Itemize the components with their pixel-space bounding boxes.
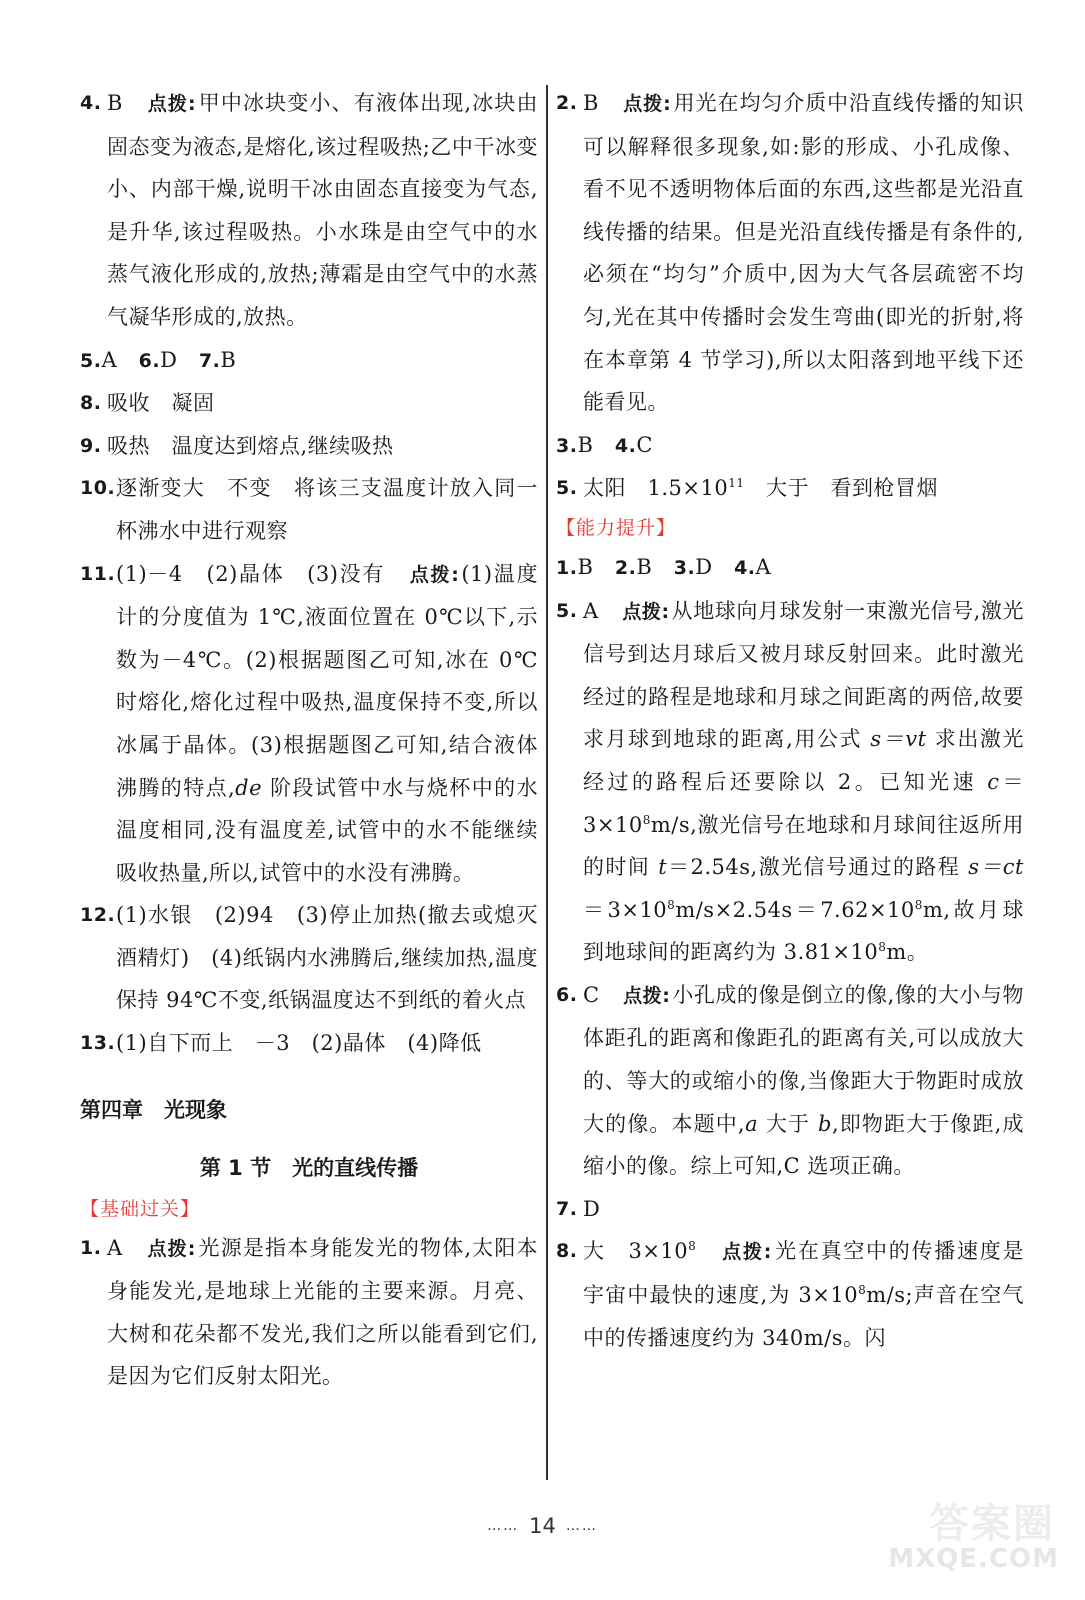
- hint-text: m/s×2.54s＝7.62×10: [675, 897, 915, 922]
- answer-number: 3.: [673, 556, 696, 579]
- exponent: 8: [878, 940, 887, 955]
- answer-number: 6.: [138, 349, 161, 372]
- answers-5-7: [80, 339, 538, 383]
- answer-text: 吸热 温度达到熔点,继续吸热: [107, 433, 394, 458]
- answer-12: [80, 894, 538, 1022]
- answer-number: 5.: [556, 477, 578, 500]
- hint-text: 小孔成的像是倒立的像,像的大小与物体距孔的距离和像距孔的距离有关,可以成放大的、等大的或缩小的像,当像距大于物距时成放大的像。本题中,: [583, 982, 1024, 1136]
- hint-text: 甲中冰块变小、有液体出现,冰块由固态变为液态,是熔化,该过程吸热;乙中干冰变小、内部干燥,说明干冰由固态直接变为气态,是升华,该过程吸热。小水珠是由空气中的水蒸气液化形成的,放热;薄霜是由空气中的水蒸气凝华形成的,放热。: [107, 91, 538, 329]
- answer-number: 8.: [80, 392, 102, 415]
- answer-text: (1)自下而上 －3 (2)晶体 (4)降低: [116, 1031, 482, 1056]
- answer-number: 4.: [734, 556, 756, 579]
- column-divider: [546, 85, 548, 1480]
- hint-text: ＝3×10: [583, 769, 1025, 837]
- basic-answers-3-4: [556, 424, 1024, 468]
- answer-number: 11.: [80, 562, 116, 585]
- answer-4: [80, 82, 538, 339]
- answer-choice: B: [220, 347, 237, 372]
- answer-number: 5.: [80, 349, 102, 372]
- answer-9: [80, 425, 538, 468]
- hint-text: ＝3×10: [583, 897, 668, 922]
- math-variable: c: [987, 769, 1000, 794]
- answer-choice: A: [755, 554, 772, 579]
- answer-choice: C: [583, 982, 600, 1007]
- hint-label: 点拨:: [147, 1237, 196, 1260]
- hint-label: 点拨:: [623, 93, 672, 115]
- formula: s＝vt: [870, 727, 927, 752]
- answer-choice: D: [160, 347, 178, 372]
- advanced-answers-1-4: [556, 546, 1024, 590]
- answer-text: 太阳 1.5×10: [583, 476, 729, 501]
- answer-number: 5.: [556, 599, 578, 622]
- answer-number: 7.: [556, 1197, 578, 1220]
- math-variable: b: [818, 1111, 832, 1136]
- answer-13: [80, 1022, 538, 1065]
- answer-number: 1.: [556, 556, 578, 579]
- answer-number: 2.: [614, 556, 637, 579]
- hint-text: 从地球向月球发射一束激光信号,激光信号到达月球后又被月球反射回来。此时激光经过的路程是地球和月球之间距离的两倍,故要求月球到地球的距离,用公式: [583, 598, 1024, 752]
- footer-dots: ……: [565, 1518, 598, 1534]
- right-column: [556, 82, 1024, 1359]
- answer-choice: D: [583, 1196, 601, 1221]
- hint-text: ,即物距大于像距,成缩小的像。综上可知,C 选项正确。: [583, 1111, 1024, 1179]
- exponent: 8: [688, 1239, 697, 1254]
- watermark-url: MXQE.COM: [888, 1544, 1059, 1574]
- hint-text: (1)温度计的分度值为 1℃,液面位置在 0℃以下,示数为－4℃。(2)根据题图乙可知,冰在 0℃时熔化,熔化过程中吸热,温度保持不变,所以冰属于晶体。(3)根据题图乙可知,结合液体沸腾的特点,: [116, 561, 539, 800]
- answer-choice: B: [107, 91, 123, 115]
- basic-answer-5: [556, 467, 1024, 510]
- watermark-logo: 答案圈: [929, 1501, 1055, 1547]
- answer-11: [80, 553, 538, 895]
- answer-text: 逐渐变大 不变 将该三支温度计放入同一杯沸水中进行观察: [116, 476, 538, 543]
- exponent: 8: [914, 897, 923, 912]
- advanced-answer-6: [556, 974, 1024, 1188]
- answer-number: 6.: [556, 983, 578, 1006]
- math-variable: a: [745, 1111, 759, 1136]
- answer-text: (1)－4 (2)晶体 (3)没有: [116, 561, 386, 586]
- footer-dots: ……: [487, 1518, 520, 1534]
- math-variable: t: [658, 855, 668, 880]
- answer-choice: B: [577, 432, 594, 457]
- hint-text: 阶段试管中水与烧杯中的水温度相同,没有温度差,试管中的水不能继续吸收热量,所以,试管中的水没有沸腾。: [116, 775, 538, 885]
- answer-number: 4.: [80, 92, 102, 114]
- answer-text: 大 3×10: [583, 1239, 689, 1264]
- hint-text: 光源是指本身能发光的物体,太阳本身能发光,是地球上光能的主要来源。月亮、大树和花朵都不发光,我们之所以能看到它们,是因为它们反射太阳光。: [107, 1235, 538, 1389]
- answer-choice: C: [636, 432, 653, 457]
- formula: s＝ct: [968, 855, 1024, 880]
- answer-choice: A: [101, 347, 118, 372]
- answer-text: 吸收 凝固: [107, 391, 215, 416]
- exponent: 8: [858, 1283, 867, 1298]
- left-column: [80, 82, 538, 1398]
- hint-text: 光在真空中的传播速度是宇宙中最快的速度,为 3×10: [583, 1239, 1024, 1308]
- chapter-title: 第四章 光现象: [80, 1097, 227, 1122]
- section-tag-basic: 【基础过关】: [80, 1197, 201, 1220]
- advanced-answer-8: [556, 1230, 1024, 1359]
- hint-text: 求出激光经过的路程后还要除以 2。已知光速: [583, 727, 1024, 794]
- answer-number: 12.: [80, 904, 116, 927]
- answer-text: (1)水银 (2)94 (3)停止加热(撤去或熄灭酒精灯) (4)纸锅内水沸腾后,继续加热,温度保持 94℃不变,纸锅温度达不到纸的着火点: [116, 903, 538, 1013]
- answer-choice: D: [695, 554, 713, 579]
- exponent: 8: [667, 897, 676, 912]
- hint-text: m。: [886, 940, 929, 965]
- hint-text: m/s,激光信号在地球和月球间往返所用的时间: [583, 812, 1024, 880]
- answer-choice: A: [583, 598, 599, 623]
- exponent: 8: [642, 812, 651, 827]
- hint-label: 点拨:: [722, 1241, 772, 1264]
- hint-text: ＝2.54s,激光信号通过的路程: [667, 855, 969, 880]
- section-title: 第 1 节 光的直线传播: [199, 1155, 419, 1180]
- answer-number: 4.: [614, 434, 637, 457]
- hint-text: 用光在均匀介质中沿直线传播的知识可以解释很多现象,如:影的形成、小孔成像、看不见不透明物体后面的东西,这些都是光沿直线传播的结果。但是光沿直线传播是有条件的,必须在“均匀”介质中,因为大气各层疏密不均匀,光在其中传播时会发生弯曲(即光的折射,将在本章第 4 节学习),所以太阳落到地平线下还能看见。: [583, 91, 1025, 415]
- answer-number: 1.: [80, 1236, 102, 1259]
- basic-answer-2: [556, 82, 1024, 424]
- answer-number: 7.: [198, 349, 221, 372]
- answer-number: 13.: [80, 1032, 116, 1055]
- hint-text: 大于: [758, 1111, 818, 1136]
- answer-text: 大于 看到枪冒烟: [744, 476, 938, 501]
- hint-text: m,故月球到地球间的距离约为 3.81×10: [583, 897, 1024, 965]
- exponent: 11: [728, 476, 745, 491]
- answer-choice: A: [107, 1235, 123, 1260]
- answer-10: [80, 467, 538, 552]
- basic-answer-1: [80, 1227, 538, 1398]
- answer-number: 3.: [556, 434, 578, 457]
- answer-choice: B: [583, 91, 599, 115]
- hint-label: 点拨:: [409, 563, 460, 586]
- answer-number: 8.: [556, 1240, 578, 1263]
- answer-choice: B: [636, 554, 653, 579]
- hint-text: m/s;声音在空气中的传播速度约为 340m/s。闪: [583, 1283, 1025, 1350]
- page-number: 14: [529, 1514, 556, 1538]
- advanced-answer-5: [556, 590, 1024, 974]
- hint-label: 点拨:: [623, 984, 671, 1007]
- hint-label: 点拨:: [622, 600, 670, 623]
- answer-number: 2.: [556, 92, 578, 114]
- watermark: [883, 1492, 1063, 1582]
- hint-label: 点拨:: [147, 93, 197, 115]
- answer-number: 10.: [80, 477, 116, 500]
- math-variable: de: [235, 775, 263, 800]
- answer-choice: B: [577, 554, 594, 579]
- section-tag-advanced: 【能力提升】: [556, 516, 677, 539]
- advanced-answer-7: [556, 1188, 1024, 1231]
- answer-8: [80, 382, 538, 425]
- answer-number: 9.: [80, 434, 102, 457]
